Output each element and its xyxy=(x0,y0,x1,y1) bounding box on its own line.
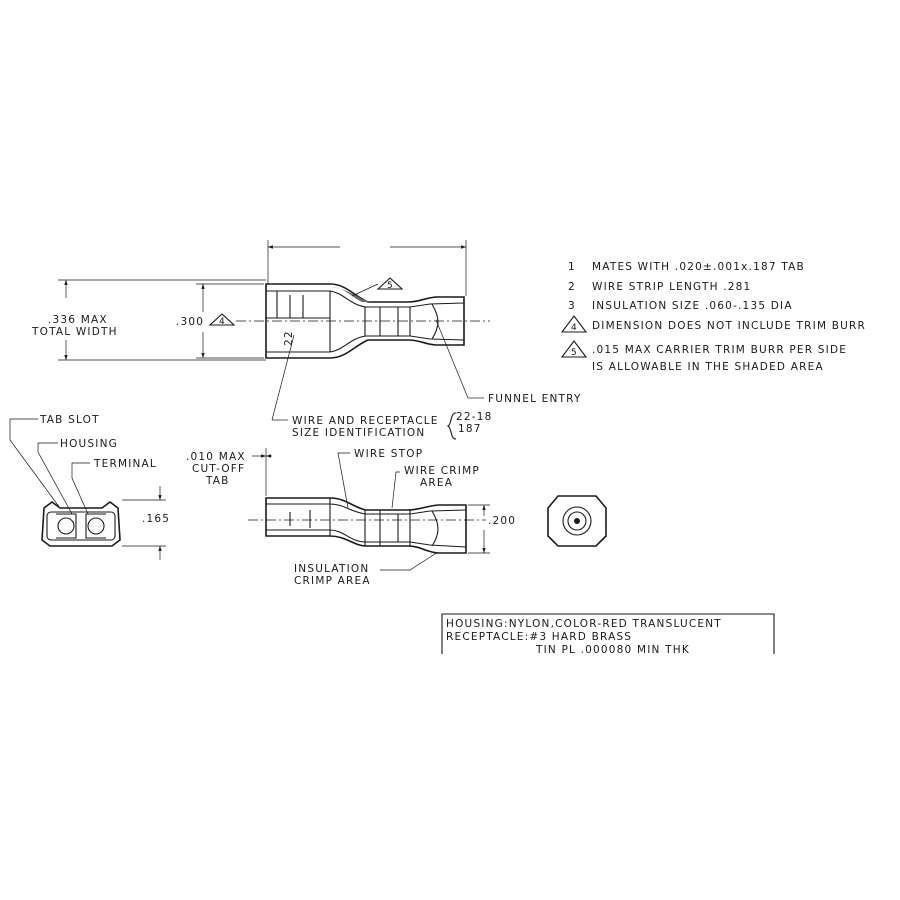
size-id-line2: SIZE IDENTIFICATION xyxy=(292,427,426,439)
inner-width-value: .300 xyxy=(176,316,205,328)
note-2-num: 2 xyxy=(568,281,576,293)
cutoff-label2: TAB xyxy=(206,475,230,487)
material-line1: HOUSING:NYLON,COLOR-RED TRANSLUCENT xyxy=(446,618,722,630)
size-id-line1: WIRE AND RECEPTACLE xyxy=(292,415,439,427)
terminal-label: TERMINAL xyxy=(94,458,157,470)
trim-note-ref: 5 xyxy=(387,281,394,291)
note-1-text: MATES WITH .020±.001x.187 TAB xyxy=(592,261,805,273)
note-5-text2: IS ALLOWABLE IN THE SHADED AREA xyxy=(592,361,824,373)
top-view xyxy=(31,240,582,439)
side-height-value: .165 xyxy=(142,513,171,525)
wire-crimp-label2: AREA xyxy=(420,477,454,489)
inner-width-note-ref: 4 xyxy=(219,317,226,327)
rear-view xyxy=(548,496,606,546)
body-marking: 22 xyxy=(283,330,295,346)
side-view xyxy=(186,448,516,587)
wire-stop-label: WIRE STOP xyxy=(354,448,424,460)
tab-slot-label: TAB SLOT xyxy=(40,414,100,426)
insulation-crimp-label1: INSULATION xyxy=(294,563,370,575)
note-1-num: 1 xyxy=(568,261,576,273)
total-width-label: TOTAL WIDTH xyxy=(32,326,118,338)
note-5-num: 5 xyxy=(571,348,578,358)
note-3-text: INSULATION SIZE .060-.135 DIA xyxy=(592,300,793,312)
note-3-num: 3 xyxy=(568,300,576,312)
funnel-entry-label: FUNNEL ENTRY xyxy=(488,393,582,405)
note-2-text: WIRE STRIP LENGTH .281 xyxy=(592,281,752,293)
insulation-crimp-label2: CRIMP AREA xyxy=(294,575,371,587)
material-line3: TIN PL .000080 MIN THK xyxy=(536,644,690,656)
size-tab: 187 xyxy=(458,423,482,435)
total-width-value: .336 MAX xyxy=(48,314,108,326)
trim-burr-shaded-area xyxy=(330,287,370,302)
size-range: 22-18 xyxy=(456,411,493,423)
notes-block xyxy=(562,261,866,373)
wire-crimp-label1: WIRE CRIMP xyxy=(404,465,480,477)
cutoff-label1: CUT-OFF xyxy=(192,463,246,475)
note-5-text: .015 MAX CARRIER TRIM BURR PER SIDE xyxy=(592,344,848,356)
material-box xyxy=(442,614,774,656)
note-4-num: 4 xyxy=(571,323,578,333)
receptacle-body-side-outline xyxy=(266,498,466,553)
crimp-dia-value: .200 xyxy=(488,515,517,527)
material-line2: RECEPTACLE:#3 HARD BRASS xyxy=(446,631,633,643)
note-4-text: DIMENSION DOES NOT INCLUDE TRIM BURR xyxy=(592,320,867,332)
cutoff-value: .010 MAX xyxy=(186,451,246,463)
housing-label: HOUSING xyxy=(60,438,118,450)
end-view xyxy=(10,414,170,560)
